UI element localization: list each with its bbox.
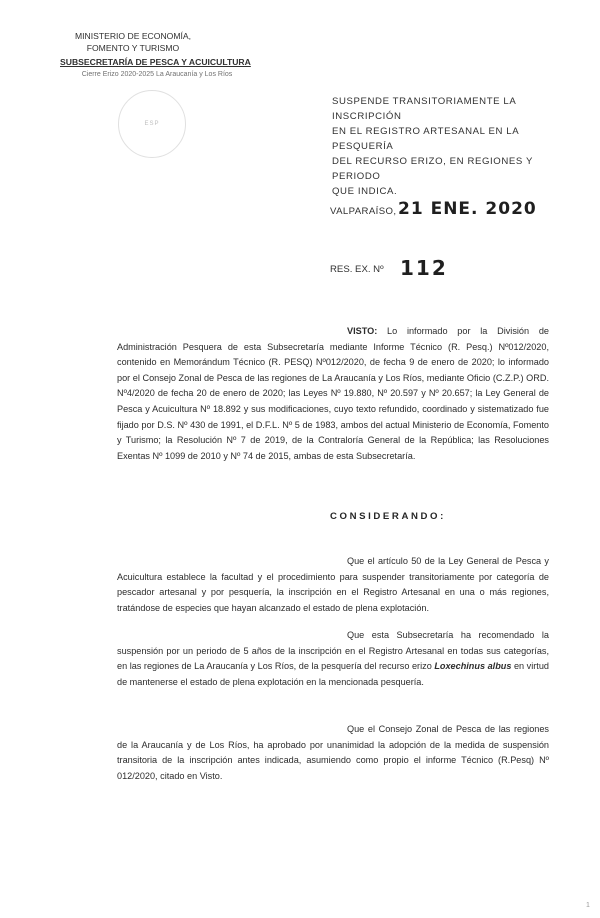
considerando-heading: CONSIDERANDO: (330, 511, 446, 522)
city-label: VALPARAÍSO, (330, 206, 397, 217)
ministry-line-1: MINISTERIO DE ECONOMÍA, (74, 31, 192, 41)
date-stamp: 21 ENE. 2020 (398, 199, 537, 219)
species-name: Loxechinus albus (434, 661, 512, 672)
resolution-number: 112 (400, 256, 448, 280)
subject-line: DEL RECURSO ERIZO, EN REGIONES Y PERIODO (332, 156, 533, 182)
ministry-line-2: FOMENTO Y TURISMO (86, 43, 180, 53)
considerando-paragraph-1: Que el artículo 50 de la Ley General de Pesca y Acuicultura establece la facultad y el procedimiento para suspender transitoriamente por categoría de pescador artesanal y por pesquería, la inscripción en el Registro Artesanal en una o más regiones, tratándose de especies que hayan alcanzado el estado de plena explotación. (117, 556, 549, 613)
subject-line: EN EL REGISTRO ARTESANAL EN LA PESQUERÍA (332, 126, 519, 152)
subsecretaria-name: SUBSECRETARÍA DE PESCA Y ACUICULTURA (60, 57, 251, 67)
subject-line: SUSPENDE TRANSITORIAMENTE LA INSCRIPCIÓN (332, 96, 516, 122)
visto-heading: VISTO: (347, 326, 378, 336)
page-corner-mark: 1 (586, 902, 590, 909)
considerando-paragraph-3: Que el Consejo Zonal de Pesca de las regiones de la Araucanía y de Los Ríos, ha aprobado por unanimidad la adopción de la medida de suspensión transitoria de la inscripción antes indicada, asumiendo como propio el informe Técnico (R.Pesq) Nº 012/2020, citado en Visto. (117, 724, 549, 781)
file-note: Cierre Erizo 2020-2025 La Araucanía y Los Ríos (81, 71, 233, 78)
paragraph-2-text-end: en virtud de mantenerse el estado de plena explotación en la mencionada pesquería. (117, 661, 549, 687)
visto-paragraph (117, 324, 549, 464)
subject-line: QUE INDICA. (332, 186, 398, 197)
resolution-subject (332, 94, 572, 199)
resolution-label: RES. EX. Nº (330, 264, 384, 275)
visto-text: Lo informado por la División de Administración Pesquera de esta Subsecretaría mediante Informe Técnico (R. Pesq.) Nº012/2020, contenido en Memorándum Técnico (R. PESQ) Nº012/2020, de fecha 9 de enero de 2020; lo informado por el Consejo Zonal de Pesca de las regiones de La Araucanía y Los Ríos, mediante Oficio (C.Z.P.) ORD. Nº4/2020 de fecha 20 de enero de 2020; las Leyes Nº 19.880, Nº 20.597 y Nº 20.657; la Ley General de Pesca y Acuicultura Nº 18.892 y sus modificaciones, cuyo texto refundido, coordinado y sistematizado fue fijado por D.S. Nº 430 de 1991, el D.F.L. Nº 5 de 1983, ambos del actual Ministerio de Economía, Fomento y Turismo; la Resolución Nº 7 de 2019, de la Contraloría General de la República; las Resoluciones Exentas Nº 1099 de 2010 y Nº 74 de 2015, ambas de esta Subsecretaría. (117, 326, 549, 461)
considerando-paragraph-2 (117, 628, 549, 690)
faint-seal-stamp (118, 90, 186, 158)
paragraph-2-text: Que esta Subsecretaría ha recomendado la suspensión por un periodo de 5 años de la inscripción en el Registro Artesanal en todas sus categorías, en las regiones de La Araucanía y Los Ríos, de la pesquería del recurso erizo (117, 630, 549, 672)
seal-text: ESP (144, 121, 160, 127)
